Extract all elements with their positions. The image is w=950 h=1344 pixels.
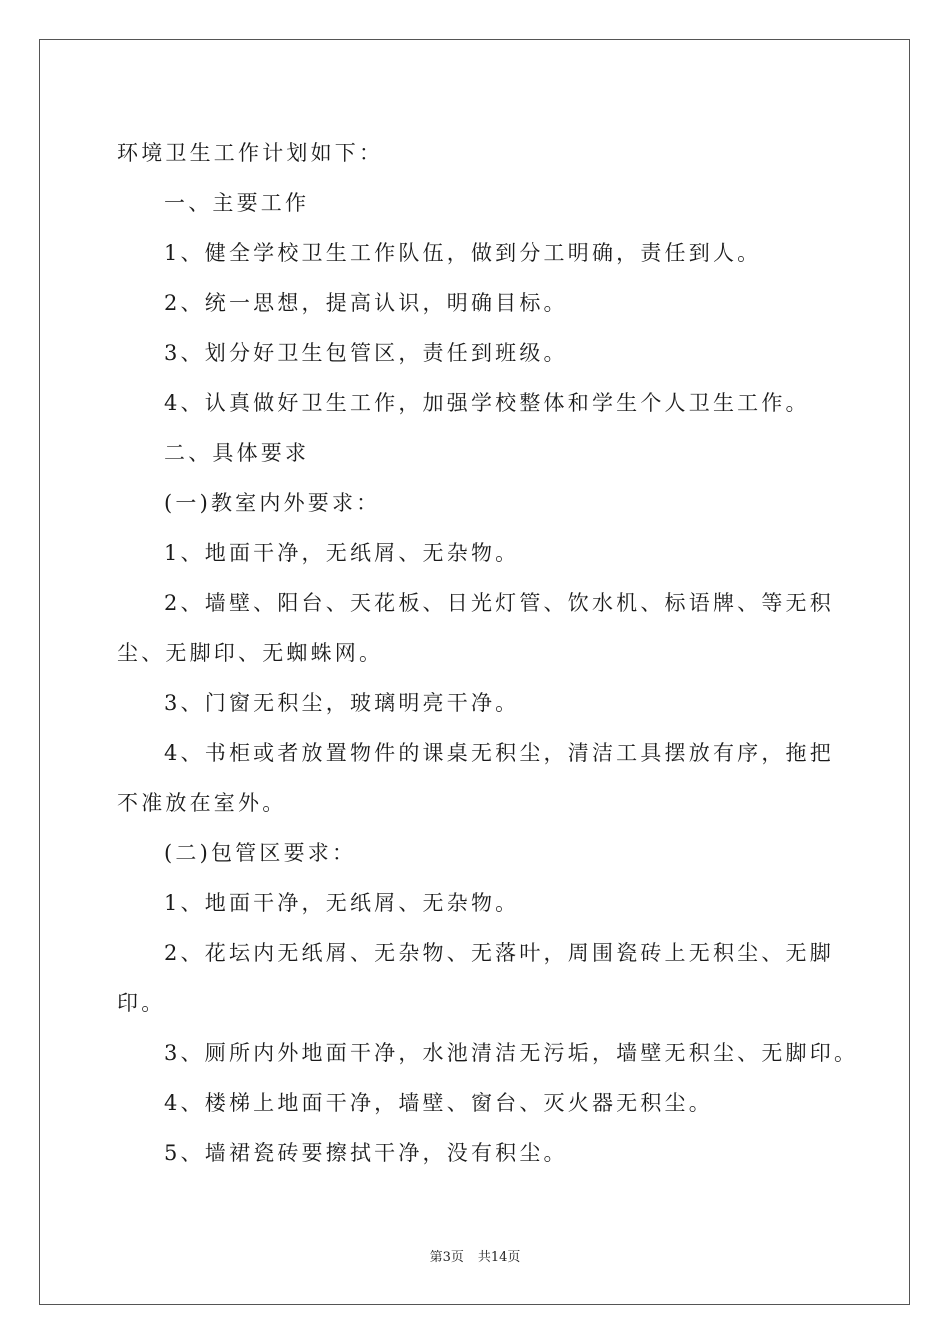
- intro-line: 环境卫生工作计划如下：: [117, 141, 384, 165]
- list-item: 3、门窗无积尘，玻璃明亮干净。: [164, 691, 520, 715]
- list-item: 1、地面干净，无纸屑、无杂物。: [164, 541, 520, 565]
- list-item: 4、书柜或者放置物件的课桌无积尘，清洁工具摆放有序，拖把: [164, 741, 834, 765]
- document-body: [117, 128, 859, 1178]
- list-item: 1、地面干净，无纸屑、无杂物。: [164, 891, 520, 915]
- page-number: 第3页: [429, 1250, 464, 1265]
- list-item-continuation: 不准放在室外。: [117, 791, 287, 815]
- page-total: 共14页: [477, 1250, 521, 1265]
- list-item: 3、划分好卫生包管区，责任到班级。: [164, 341, 568, 365]
- list-item: 3、厕所内外地面干净，水池清洁无污垢，墙壁无积尘、无脚印。: [164, 1041, 859, 1065]
- list-item: 2、花坛内无纸屑、无杂物、无落叶，周围瓷砖上无积尘、无脚: [164, 941, 834, 965]
- section-heading-main-work: 一、主要工作: [164, 191, 310, 215]
- list-item: 2、统一思想，提高认识，明确目标。: [164, 291, 568, 315]
- list-item: 4、认真做好卫生工作，加强学校整体和学生个人卫生工作。: [164, 391, 810, 415]
- section-heading-requirements: 二、具体要求: [164, 441, 310, 465]
- subsection-heading-classroom: (一)教室内外要求：: [164, 491, 381, 515]
- list-item: 2、墙壁、阳台、天花板、日光灯管、饮水机、标语牌、等无积: [164, 591, 834, 615]
- list-item-continuation: 印。: [117, 991, 166, 1015]
- subsection-heading-area: (二)包管区要求：: [164, 841, 357, 865]
- list-item: 1、健全学校卫生工作队伍，做到分工明确，责任到人。: [164, 241, 762, 265]
- list-item: 4、楼梯上地面干净，墙壁、窗台、灭火器无积尘。: [164, 1091, 713, 1115]
- list-item: 5、墙裙瓷砖要擦拭干净，没有积尘。: [164, 1141, 568, 1165]
- page-footer: [0, 1246, 950, 1265]
- list-item-continuation: 尘、无脚印、无蜘蛛网。: [117, 641, 384, 665]
